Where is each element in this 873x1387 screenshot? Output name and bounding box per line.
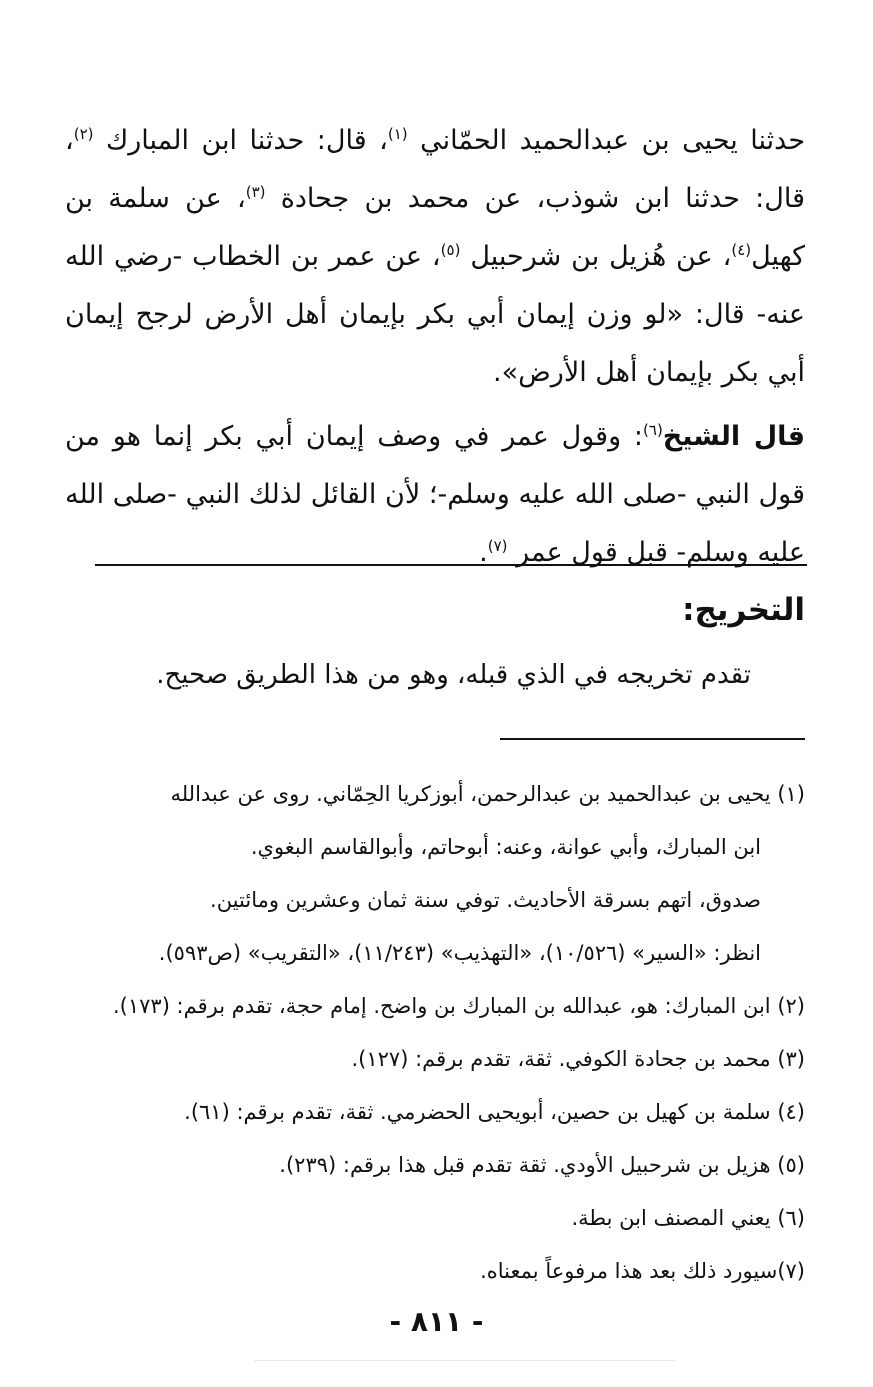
text-run: ، قال: حدثنا ابن المبارك — [106, 125, 388, 156]
footnote-divider — [500, 738, 805, 740]
sheikh-label: قال الشيخ — [662, 421, 805, 452]
takhrij-heading: التخريج: — [682, 592, 805, 628]
paragraph-hadith — [65, 112, 805, 402]
text-run: . — [479, 537, 488, 568]
text-run: ، قال: حدثنا ابن شوذب، عن محمد بن جحادة — [65, 125, 805, 214]
footnote-ref-1: (١) — [387, 125, 408, 143]
footnote-1: (١) يحيى بن عبدالحميد بن عبدالرحمن، أبوزكريا الحِمّاني. روى عن عبدالله — [170, 782, 805, 806]
footnote-ref-7: (٧) — [487, 537, 508, 555]
footnote-3: (٣) محمد بن جحادة الكوفي. ثقة، تقدم برقم: (١٢٧). — [351, 1047, 805, 1071]
text-run: حدثنا يحيى بن عبدالحميد الحمّاني — [420, 125, 806, 156]
main-text — [65, 112, 805, 582]
footnote-1-cont: ابن المبارك، وأبي عوانة، وعنه: أبوحاتم، وأبوالقاسم البغوي. — [250, 835, 761, 859]
text-run: ، عن عمر بن الخطاب -رضي الله عنه- قال: «لو وزن إيمان أبي بكر بإيمان أهل الأرض لرجح إيمان أبي بكر بإيمان أهل الأرض». — [65, 241, 805, 388]
text-run: : وقول عمر في وصف إيمان أبي بكر إنما هو من قول النبي -صلى الله عليه وسلم-؛ لأن القائل لذلك النبي -صلى الله عليه وسلم- قبل قول عمر — [65, 421, 805, 568]
footnote-ref-2: (٢) — [73, 125, 94, 143]
footnote-ref-4: (٤) — [731, 241, 752, 259]
section-divider — [95, 564, 807, 566]
footnote-ref-5: (٥) — [440, 241, 461, 259]
footnote-4: (٤) سلمة بن كهيل بن حصين، أبويحيى الحضرمي. ثقة، تقدم برقم: (٦١). — [184, 1100, 805, 1124]
text-run: ، عن سلمة بن كهيل — [65, 183, 806, 272]
footnote-ref-3: (٣) — [245, 183, 266, 201]
footnote-ref-6: (٦) — [643, 421, 663, 439]
text-run: ، عن هُزيل بن شرحبيل — [470, 241, 732, 272]
footnote-1-cont: صدوق، اتهم بسرقة الأحاديث. توفي سنة ثمان وعشرين ومائتين. — [210, 888, 761, 912]
page-edge-mark — [255, 1360, 675, 1361]
page-number: - ٨١١ - — [389, 1305, 484, 1338]
footnotes-list — [60, 768, 805, 1298]
paragraph-sheikh-comment — [65, 408, 805, 582]
takhrij-text: تقدم تخريجه في الذي قبله، وهو من هذا الطريق صحيح. — [156, 660, 751, 690]
footnote-6: (٦) يعني المصنف ابن بطة. — [571, 1206, 805, 1230]
footnote-2: (٢) ابن المبارك: هو، عبدالله بن المبارك بن واضح. إمام حجة، تقدم برقم: (١٧٣). — [112, 994, 805, 1018]
footnote-1-refs: انظر: «السير» (١٠/٥٢٦)، «التهذيب» (١١/٢٤٣)، «التقريب» (ص٥٩٣). — [158, 941, 761, 965]
footnote-7: (٧)سيورد ذلك بعد هذا مرفوعاً بمعناه. — [480, 1259, 805, 1283]
footnote-5: (٥) هزيل بن شرحبيل الأودي. ثقة تقدم قبل هذا برقم: (٢٣٩). — [279, 1153, 805, 1177]
